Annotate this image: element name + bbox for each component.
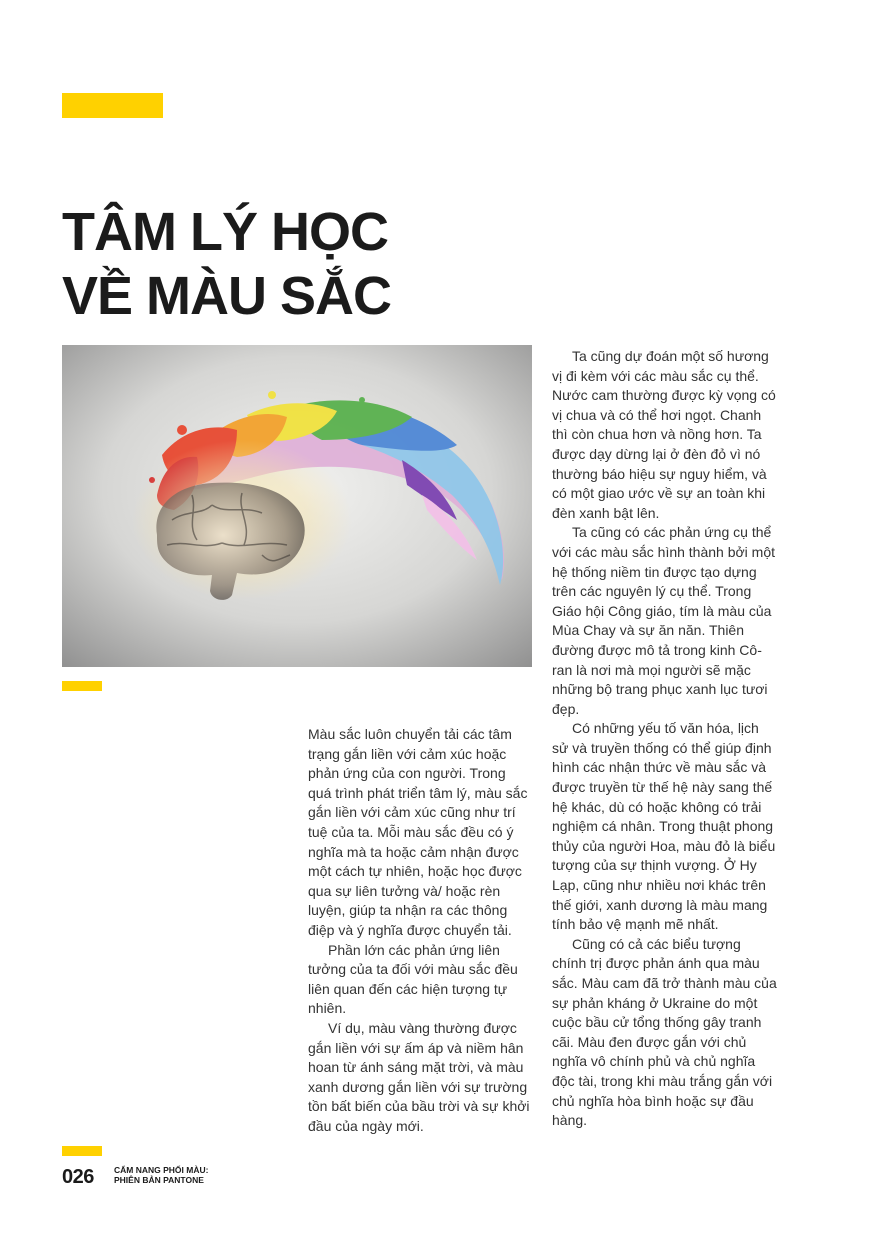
page-title-line2: VỀ MÀU SẮC	[62, 266, 392, 326]
accent-bar-middle	[62, 681, 102, 691]
page-number: 026	[62, 1166, 94, 1188]
text-column-right	[552, 347, 778, 1131]
paragraph: Phần lớn các phản ứng liên tưởng của ta đối với màu sắc đều liên quan đến các hiện tượng tự nhiên.	[308, 941, 518, 1017]
accent-bar-top	[62, 93, 163, 118]
paragraph: Màu sắc luôn chuyển tải các tâm trạng gắn liền với cảm xúc hoặc phản ứng của con người. Trong quá trình phát triển tâm lý, màu sắc gắn liền với cảm xúc cũng như trí tuệ của ta. Mỗi màu sắc đều có ý nghĩa mà ta hoặc cảm nhận được một cách tự nhiên, hoặc học được qua sự liên tưởng và/ hoặc rèn luyện, giúp ta nhận ra các thông điệp và ý nghĩa được chuyển tải.	[308, 726, 528, 938]
accent-bar-footer	[62, 1146, 102, 1156]
page-title	[62, 200, 391, 328]
text-column-middle	[308, 725, 530, 1136]
footer-book-title-line2: PHIÊN BẢN PANTONE	[114, 1175, 204, 1185]
paragraph: Ta cũng dự đoán một số hương vị đi kèm với các màu sắc cụ thể. Nước cam thường được kỳ vọng có vị chua và có thể hơi ngọt. Chanh thì còn chua hơn và nồng hơn. Ta được dạy dừng lại ở đèn đỏ vì nó thường báo hiệu sự nguy hiểm, và có một giao ước về sự an toàn khi đèn xanh bật lên.	[552, 348, 776, 521]
footer-book-title	[114, 1165, 208, 1185]
footer-book-title-line1: CẨM NANG PHỐI MÀU:	[114, 1165, 209, 1175]
page-title-line1: TÂM LÝ HỌC	[62, 202, 388, 262]
paragraph: Ta cũng có các phản ứng cụ thể với các màu sắc hình thành bởi một hệ thống niềm tin được tạo dựng trên các nguyên lý cụ thể. Trong Giáo hội Công giáo, tím là màu của Mùa Chay và sự ăn năn. Thiên đường được mô tả trong kinh Cô-ran là nơi mà mọi người sẽ mặc những bộ trang phục xanh lục tươi đẹp.	[552, 524, 776, 717]
paragraph: Cũng có cả các biểu tượng chính trị được phản ánh qua màu sắc. Màu cam đã trở thành màu của sự phản kháng ở Ukraine do một cuộc bầu cử tổng thống gây tranh cãi. Màu đen được gắn với chủ nghĩa vô chính phủ và chủ nghĩa độc tài, trong khi màu trắng gắn với chủ nghĩa hòa bình hoặc sự đầu hàng.	[552, 935, 777, 1129]
paragraph: Ví dụ, màu vàng thường được gắn liền với sự ấm áp và niềm hân hoan từ ánh sáng mặt trời, và màu xanh dương gắn liền với sự trường tồn bất biến của bầu trời và sự khởi đầu của ngày mới.	[308, 1019, 530, 1134]
brain-color-splash-image	[62, 345, 532, 667]
paragraph: Có những yếu tố văn hóa, lịch sử và truyền thống có thể giúp định hình các nhận thức về màu sắc và được truyền từ thế hệ này sang thế hệ khác, dù có hoặc không có trải nghiệm cá nhân. Trong thuật phong thủy của người Hoa, màu đỏ là biểu tượng của sự thịnh vượng. Ở Hy Lạp, cũng như nhiều nơi khác trên thế giới, xanh dương là màu mang tính bảo vệ mạnh mẽ nhất.	[552, 720, 776, 933]
